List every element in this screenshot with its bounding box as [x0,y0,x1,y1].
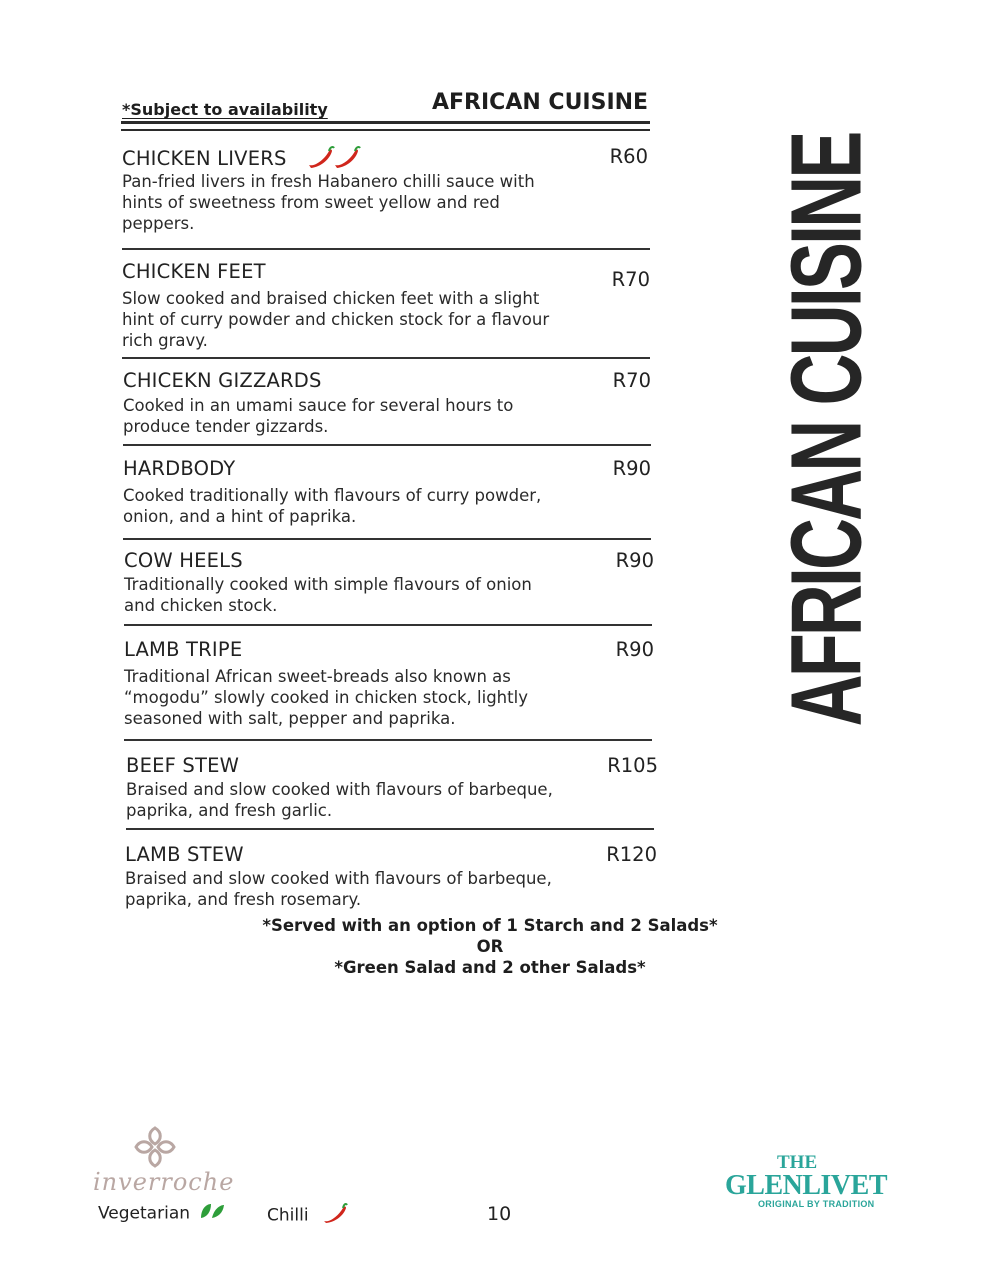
menu-item [124,638,654,742]
menu-item [124,549,654,627]
legend-chilli [267,1202,348,1229]
legend-vegetarian-label: Vegetarian [98,1203,191,1224]
item-description: Slow cooked and braised chicken feet with a slight hint of curry powder and chicken stock for a flavour rich gravy. [122,289,550,350]
restaurant-logo-text: inverroche [93,1168,235,1196]
sponsor-logo-the: THE [777,1152,818,1173]
side-title: AFRICAN CUISINE [770,133,883,727]
item-divider [126,828,654,830]
item-description: Braised and slow cooked with flavours of barbeque, paprika, and fresh rosemary. [125,869,552,909]
leaf-icon [199,1202,225,1225]
item-divider [123,444,651,446]
item-name: COW HEELS [124,549,243,572]
item-price: R105 [607,754,658,777]
item-name: LAMB TRIPE [124,638,243,661]
item-description: Traditionally cooked with simple flavours of onion and chicken stock. [124,575,532,615]
item-price: R70 [611,268,650,291]
legend-chilli-label: Chilli [267,1205,309,1226]
item-description: Traditional African sweet-breads also known as “mogodu” slowly cooked in chicken stock, lightly seasoned with salt, pepper and paprika. [124,667,528,728]
sponsor-logo-tagline: ORIGINAL BY TRADITION [758,1199,875,1209]
section-title: AFRICAN CUISINE [432,90,649,115]
menu-item [122,260,652,360]
served-line-2: OR [476,937,504,956]
header-divider [121,121,650,124]
availability-note: *Subject to availability [122,100,328,119]
item-price: R90 [615,549,654,572]
item-price: R70 [612,369,651,392]
item-name: CHICEKN GIZZARDS [123,369,322,392]
item-divider [124,624,652,626]
item-divider [124,739,652,741]
item-price: R90 [612,457,651,480]
legend-vegetarian [98,1202,225,1225]
menu-item [126,754,656,832]
served-note [100,915,880,978]
item-name: HARDBODY [123,457,236,480]
item-divider [122,357,650,359]
item-divider [123,538,651,540]
menu-item [125,843,655,913]
page-number: 10 [487,1203,512,1225]
item-price: R60 [609,145,648,168]
served-line-1: *Served with an option of 1 Starch and 2 Salads* [262,916,718,935]
item-name: LAMB STEW [125,843,244,866]
menu-item [123,457,653,542]
item-description: Cooked traditionally with flavours of curry powder, onion, and a hint of paprika. [123,486,542,526]
item-price: R120 [606,843,657,866]
item-description: Braised and slow cooked with flavours of barbeque, paprika, and fresh garlic. [126,780,553,820]
chilli-icon [322,1202,348,1229]
menu-item [122,145,652,250]
item-name: CHICKEN LIVERS [122,145,363,174]
restaurant-logo-mark [132,1124,178,1170]
chilli-icon [305,145,363,174]
item-name: BEEF STEW [126,754,240,777]
item-divider [122,248,650,250]
item-description: Cooked in an umami sauce for several hours to produce tender gizzards. [123,396,514,436]
header-divider-secondary [121,129,650,131]
menu-item [123,369,653,447]
item-description: Pan-fried livers in fresh Habanero chilli sauce with hints of sweetness from sweet yellow and red peppers. [122,172,535,233]
sponsor-logo-name: GLENLIVET [725,1170,887,1201]
served-line-3: *Green Salad and 2 other Salads* [334,958,646,977]
item-name: CHICKEN FEET [122,260,266,283]
item-price: R90 [615,638,654,661]
